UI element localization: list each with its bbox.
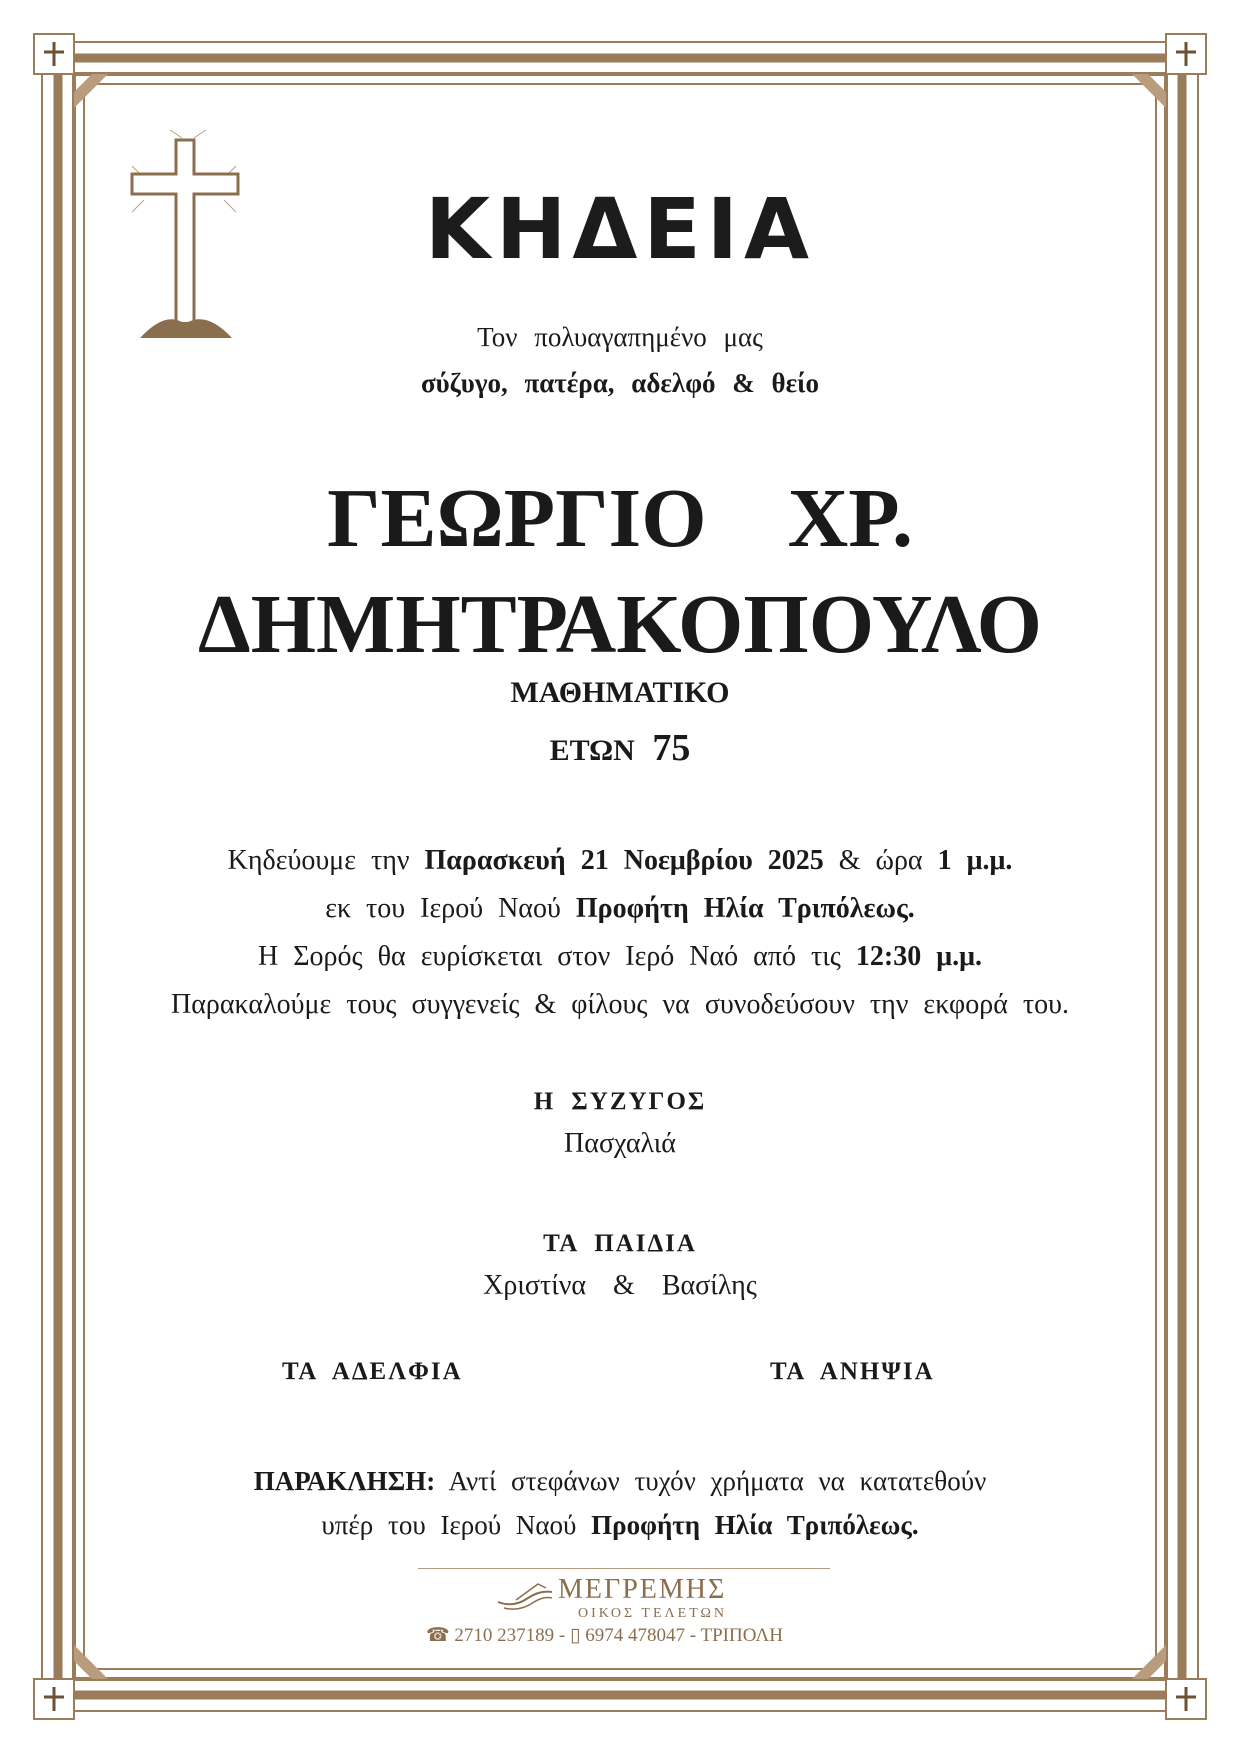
spouse-name: Πασχαλιά [564, 1128, 676, 1159]
request-label: ΠΑΡΑΚΛΗΣΗ: [253, 1466, 436, 1496]
deceased-name-line-1 [0, 470, 1240, 567]
separator: - [558, 1625, 566, 1646]
middle-initial: ΧΡ. [787, 472, 913, 565]
church-name: Προφήτη Ηλία Τριπόλεως. [591, 1510, 919, 1540]
phone-number: 2710 237189 [454, 1625, 555, 1646]
viewing-time: 12:30 μ.μ. [855, 941, 982, 972]
service-day: Παρασκευή [424, 845, 566, 876]
service-text: εκ του Ιερού Ναού [325, 893, 561, 924]
request-text: υπέρ του Ιερού Ναού [321, 1510, 577, 1540]
service-line-4: Παρακαλούμε τους συγγενείς & φίλους να συνοδεύσουν την εκφορά του. [171, 989, 1069, 1020]
service-time: 1 μ.μ. [937, 845, 1013, 876]
funeral-home-subtitle: ΟΙΚΟΣ ΤΕΛΕΤΩΝ [578, 1606, 728, 1621]
age-label: ΕΤΩΝ [549, 734, 635, 767]
service-text: & ώρα [838, 845, 923, 876]
request-line-1 [0, 1466, 1240, 1497]
request-text: Αντί στεφάνων τυχόν χρήματα να κατατεθούν [448, 1466, 987, 1496]
page-title: ΚΗΔΕΙΑ [424, 180, 816, 278]
service-line-3 [0, 941, 1240, 973]
service-line-1 [0, 845, 1240, 877]
service-text: Η Σορός θα ευρίσκεται στον Ιερό Ναό από τις [258, 941, 841, 972]
deceased-surname: ΔΗΜΗΤΡΑΚΟΠΟΥΛΟ [198, 578, 1042, 671]
nieces-header: ΤΑ ΑΝΗΨΙΑ [770, 1358, 935, 1385]
age-value: 75 [652, 727, 691, 769]
intro-line-2: σύζυγο, πατέρα, αδελφό & θείο [420, 368, 820, 398]
request-line-2 [0, 1510, 1240, 1541]
age-line [0, 726, 1240, 770]
church-name: Προφήτη Ηλία Τριπόλεως. [575, 893, 915, 924]
service-line-2 [0, 893, 1240, 925]
funeral-home-contact [426, 1624, 783, 1647]
separator: - [689, 1625, 697, 1646]
children-names: Χριστίνα & Βασίλης [483, 1270, 757, 1301]
funeral-home-name: ΜΕΓΡΕΜΗΣ [558, 1574, 727, 1605]
mobile-icon: ▯ [570, 1625, 581, 1646]
profession: ΜΑΘΗΜΑΤΙΚΟ [510, 676, 730, 709]
intro-line-1: Τον πολυαγαπημένο μας [477, 322, 763, 352]
footer-divider [418, 1568, 830, 1569]
mobile-number: 6974 478047 [585, 1625, 685, 1646]
first-name: ΓΕΩΡΓΙΟ [327, 472, 707, 565]
phone-icon: ☎ [426, 1625, 450, 1646]
siblings-header: ΤΑ ΑΔΕΛΦΙΑ [282, 1358, 463, 1385]
service-date: 21 Νοεμβρίου 2025 [580, 845, 824, 876]
spouse-header: Η ΣΥΖΥΓΟΣ [533, 1088, 707, 1115]
service-text: Κηδεύουμε την [227, 845, 410, 876]
funeral-home-logo-icon [494, 1578, 556, 1616]
funeral-home-city: ΤΡΙΠΟΛΗ [700, 1625, 783, 1646]
children-header: ΤΑ ΠΑΙΔΙΑ [543, 1230, 697, 1257]
